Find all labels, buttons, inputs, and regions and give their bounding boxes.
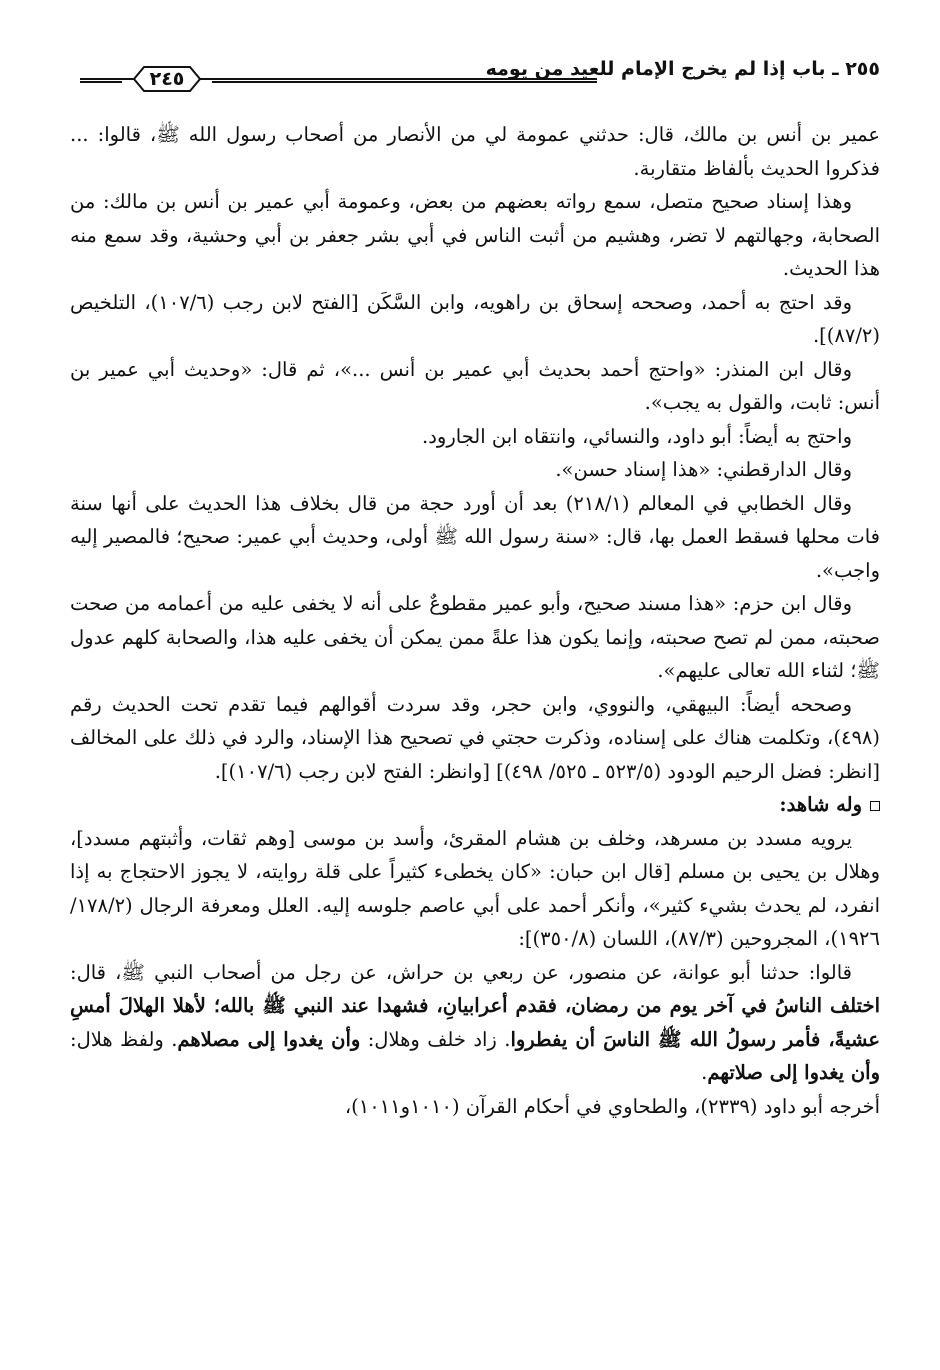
section-heading xyxy=(70,788,880,822)
paragraph: أخرجه أبو داود (٢٣٣٩)، والطحاوي في أحكام القرآن (١٠١٠و١٠١١)، xyxy=(344,1094,880,1118)
page-number: ٢٤٥ xyxy=(149,68,185,90)
paragraph: وصححه أيضاً: البيهقي، والنووي، وابن حجر، وقد سردت أقوالهم فيما تقدم تحت الحديث رقم (٤٩٨)، وتكلمت هناك على إسناده، وذكرت حجتي في تصحيح هذا الإسناد، والرد في ذلك على المخالف [انظر: فضل الرحيم الودود (٥٢٣/٥ ـ ٥٢٥/ ٤٩٨)] [وانظر: الفتح لابن رجب (١٠٧/٦)]. xyxy=(70,692,880,783)
page-header xyxy=(80,58,880,94)
paragraph: وقال الدارقطني: «هذا إسناد حسن». xyxy=(555,458,852,481)
paragraph: وهذا إسناد صحيح متصل، سمع رواته بعضهم من بعض، وعمومة أبي عمير بن أنس بن مالك: من الصحابة، وجهالتهم لا تضر، وهشيم من أثبت الناس في أبي بشر جعفر بن أبي وحشية، وقد سمع منه هذا الحديث. xyxy=(70,190,880,280)
paragraph: وقال ابن المنذر: «واحتج أحمد بحديث أبي عمير بن أنس ...»، ثم قال: «وحديث أبي عمير بن أنس: ثابت، والقول به يجب». xyxy=(70,357,880,414)
paragraph: وقد احتج به أحمد، وصححه إسحاق بن راهويه، وابن السَّكَن [الفتح لابن رجب (١٠٧/٦)، التلخيص (٨٧/٢)]. xyxy=(70,290,880,347)
paragraph: قالوا: حدثنا أبو عوانة، عن منصور، عن ربعي بن حراش، عن رجل من أصحاب النبي ﷺ، قال: اختلف الناسُ في آخر يوم من رمضان، فقدم أعرابيانِ، فشهدا عند النبي ﷺ بالله؛ لأهلا الهلالَ أمسِ عشيةً، فأمر رسولُ الله ﷺ الناسَ أن يفطروا. زاد خلف وهلال: وأن يغدوا إلى مصلاهم. ولفظ هلال: وأن يغدوا إلى صلاتهم. xyxy=(70,960,880,1084)
square-bullet-icon xyxy=(870,801,880,811)
page-number-frame xyxy=(120,62,214,96)
paragraph: عمير بن أنس بن مالك، قال: حدثني عمومة لي من الأنصار من أصحاب رسول الله ﷺ، قالوا: ... فذكروا الحديث بألفاظ متقاربة. xyxy=(70,123,880,180)
header-rule-left xyxy=(80,78,122,83)
body-text xyxy=(70,118,880,1123)
paragraph: يرويه مسدد بن مسرهد، وخلف بن هشام المقرئ، وأسد بن موسى [وهم ثقات، وأثبتهم مسدد]، وهلال بن يحيى بن مسلم [قال ابن حبان: «كان يخطىء كثيراً على قلة روايته، لا يجوز الاحتجاج به إذا انفرد، لم يحدث بشيء كثير»، وأنكر أحمد على أبي عاصم جلوسه إليه. العلل ومعرفة الرجال (١٧٨/٢/ ١٩٢٦)، المجروحين (٨٧/٣)، اللسان (٣٥٠/٨)]: xyxy=(70,826,880,950)
paragraph: وقال الخطابي في المعالم (٢١٨/١) بعد أن أورد حجة من قال بخلاف هذا الحديث على أنها سنة فات محلها فسقط العمل بها، قال: «سنة رسول الله ﷺ أولى، وحديث أبي عمير: صحيح؛ فالمصير إليه واجب». xyxy=(70,491,880,582)
running-title: ٢٥٥ ـ باب إذا لم يخرج الإمام للعيد من يومه xyxy=(485,58,880,80)
paragraph: وقال ابن حزم: «هذا مسند صحيح، وأبو عمير مقطوعٌ على أنه لا يخفى عليه من أعمامه من صحت صحبته، ممن لم تصح صحبته، وإنما يكون هذا علةً ممن يمكن أن يخفى عليه هذا، والصحابة كلهم عدول ﷺ؛ لثناء الله تعالى عليهم». xyxy=(70,592,880,682)
paragraph: واحتج به أيضاً: أبو داود، والنسائي، وانتقاه ابن الجارود. xyxy=(422,424,852,448)
heading-text: وله شاهد: xyxy=(779,793,862,816)
